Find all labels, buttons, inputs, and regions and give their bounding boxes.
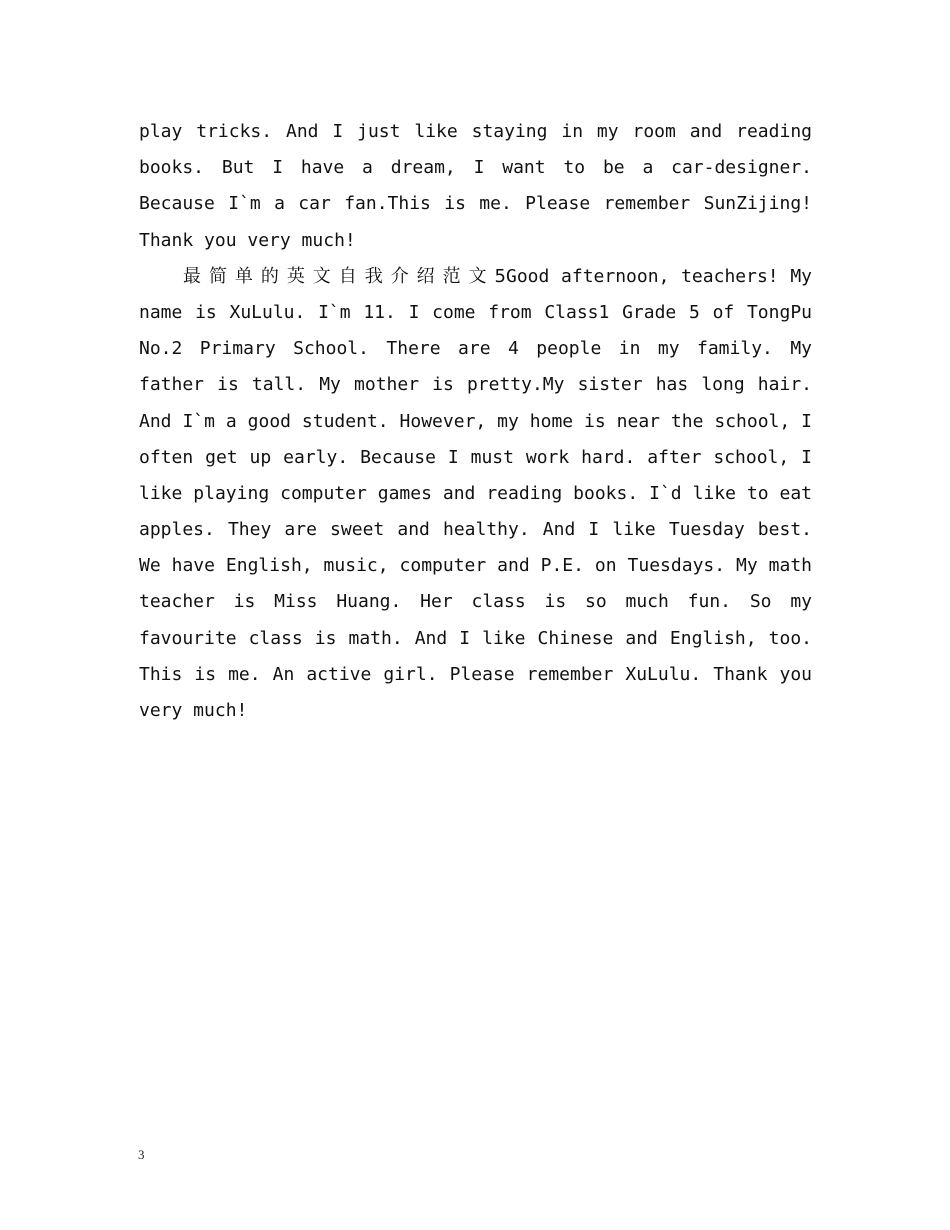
text-line: No.2 Primary School. There are 4 people in my family. My bbox=[139, 338, 812, 360]
text-line: apples. They are sweet and healthy. And I like Tuesday best. bbox=[139, 519, 812, 541]
text-line: favourite class is math. And I like Chinese and English, too. bbox=[139, 627, 812, 649]
text-line: books. But I have a dream, I want to be a car-designer. bbox=[139, 157, 812, 179]
paragraph-first-line bbox=[139, 259, 812, 295]
text-line: teacher is Miss Huang. Her class is so much fun. So my bbox=[139, 591, 812, 613]
text-line-rest: Good afternoon, teachers! My bbox=[506, 265, 812, 287]
text-line: very much! bbox=[139, 700, 248, 721]
text-line: play tricks. And I just like staying in my room and reading bbox=[139, 121, 812, 142]
text-line: like playing computer games and reading books. I`d like to eat bbox=[139, 482, 812, 504]
text-line: father is tall. My mother is pretty.My sister has long hair. bbox=[139, 374, 812, 396]
text-line: Thank you very much! bbox=[139, 229, 356, 251]
body-text bbox=[139, 114, 812, 729]
text-line: We have English, music, computer and P.E. on Tuesdays. My math bbox=[139, 555, 812, 577]
text-line: name is XuLulu. I`m 11. I come from Class1 Grade 5 of TongPu bbox=[139, 301, 812, 323]
section-heading: 最简单的英文自我介绍范文5 bbox=[183, 265, 506, 287]
page-number: 3 bbox=[138, 1147, 145, 1162]
text-line: Because I`m a car fan.This is me. Please remember SunZijing! bbox=[139, 193, 812, 215]
text-line: And I`m a good student. However, my home is near the school, I bbox=[139, 410, 812, 432]
text-line: This is me. An active girl. Please remember XuLulu. Thank you bbox=[139, 663, 812, 685]
text-line: often get up early. Because I must work hard. after school, I bbox=[139, 446, 812, 468]
